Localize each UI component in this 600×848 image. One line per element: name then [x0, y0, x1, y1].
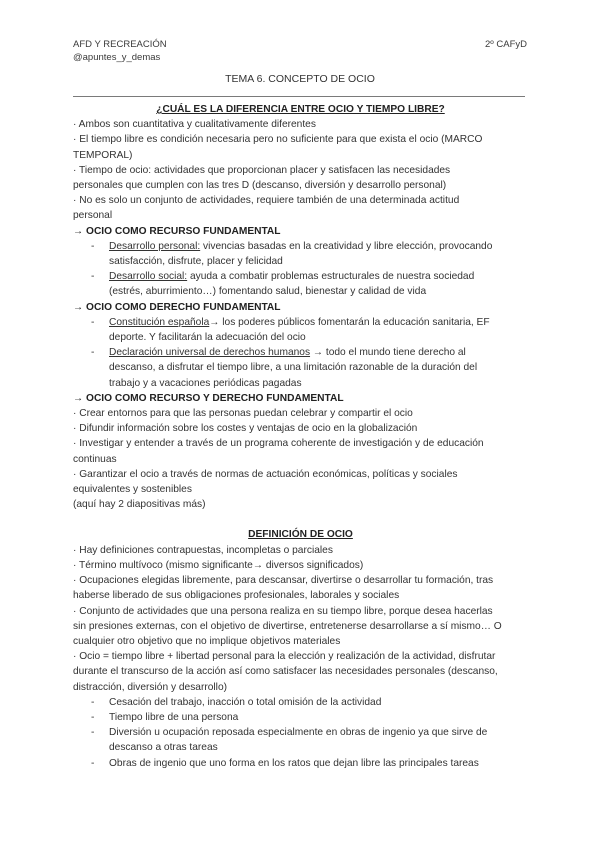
- document-title: TEMA 6. CONCEPTO DE OCIO: [225, 73, 375, 85]
- paragraph-cont: TEMPORAL): [73, 149, 133, 161]
- dash-bullet: -: [91, 711, 95, 723]
- list-item: [73, 695, 528, 710]
- dash-bullet: -: [91, 240, 95, 252]
- subheading-recurso-derecho: → OCIO COMO RECURSO Y DERECHO FUNDAMENTAL: [73, 392, 344, 404]
- item-text: → todo el mundo tiene derecho al: [310, 347, 466, 359]
- dash-bullet: -: [91, 347, 95, 359]
- paragraph: · El tiempo libre es condición necesaria pero no suficiente para que exista el ocio (MARCO: [73, 134, 483, 146]
- item-text: Cesación del trabajo, inacción o total omisión de la actividad: [109, 696, 382, 708]
- list-item: [73, 239, 528, 254]
- document-body: [73, 102, 528, 771]
- note: (aquí hay 2 diapositivas más): [73, 499, 206, 511]
- paragraph-cont: haberse liberado de sus obligaciones profesionales, laborales y sociales: [73, 590, 400, 602]
- paragraph: · Ocio = tiempo libre + libertad personal para la elección y realización de la actividad, disfrutar: [73, 651, 496, 663]
- paragraph-cont: personales que cumplen con las tres D (descanso, diversión y desarrollo personal): [73, 180, 447, 192]
- item-text: ayuda a combatir problemas estructurales de nuestra sociedad: [187, 271, 475, 283]
- dash-bullet: -: [91, 696, 95, 708]
- item-text: Tiempo libre de una persona: [109, 711, 239, 723]
- dash-bullet: -: [91, 316, 95, 328]
- paragraph: · Conjunto de actividades que una persona realiza en su tiempo libre, porque desea hacerlas: [73, 605, 493, 617]
- paragraph: · Ocupaciones elegidas libremente, para descansar, divertirse o desarrollar tu formación, tras: [73, 575, 494, 587]
- course-level: 2º CAFyD: [484, 39, 527, 50]
- paragraph-cont: cualquier otro objetivo que no implique objetivos materiales: [73, 635, 341, 647]
- section-heading-definition: DEFINICIÓN DE OCIO: [248, 529, 353, 541]
- list-item: [73, 756, 528, 771]
- term: Desarrollo personal:: [109, 240, 201, 252]
- paragraph-cont: durante el transcurso de la acción así como satisfacer las necesidades personales (descanso,: [73, 666, 498, 678]
- dash-bullet: -: [91, 271, 95, 283]
- list-item-cont: trabajo y a vacaciones periódicas pagadas: [109, 377, 302, 389]
- item-text: vivencias basadas en la creatividad y libre elección, provocando: [200, 240, 493, 252]
- paragraph: · Investigar y entender a través de un programa coherente de investigación y de educación: [73, 438, 484, 450]
- list-item-cont: deporte. Y facilitarán la adecuación del ocio: [109, 332, 306, 344]
- author-handle: @apuntes_y_demas: [73, 52, 161, 63]
- paragraph-cont: equivalentes y sostenibles: [73, 484, 192, 496]
- paragraph-cont: distracción, diversión y desarrollo): [73, 681, 228, 693]
- list-item: [73, 315, 528, 330]
- paragraph: · Garantizar el ocio a través de normas de actuación económicas, políticas y sociales: [73, 468, 458, 480]
- paragraph: · Término multívoco (mismo significante→ diversos significados): [73, 559, 364, 571]
- item-text: → los poderes públicos fomentarán la educación sanitaria, EF: [209, 316, 490, 328]
- subheading-derecho: → OCIO COMO DERECHO FUNDAMENTAL: [73, 301, 281, 313]
- paragraph: · No es solo un conjunto de actividades, requiere también de una determinada actitud: [73, 195, 460, 207]
- list-item: [73, 725, 528, 740]
- section-gap: [73, 512, 528, 527]
- term: Desarrollo social:: [109, 271, 188, 283]
- paragraph-cont: continuas: [73, 453, 117, 465]
- paragraph: · Hay definiciones contrapuestas, incompletas o parciales: [73, 544, 333, 556]
- list-item: [73, 345, 528, 360]
- document-header-left: [73, 38, 167, 64]
- term: Constitución española: [109, 316, 210, 328]
- paragraph-cont: sin presiones externas, con el objetivo de divertirse, entretenerse desarrollarse a sí mismo… O: [73, 620, 502, 632]
- paragraph: · Ambos son cuantitativa y cualitativamente diferentes: [73, 119, 316, 131]
- subheading-recurso: → OCIO COMO RECURSO FUNDAMENTAL: [73, 225, 281, 237]
- list-item-cont: descanso, a disfrutar el tiempo libre, a una limitación razonable de la duración del: [109, 362, 478, 374]
- course-name: AFD Y RECREACIÓN: [73, 39, 167, 50]
- title-divider: [73, 96, 525, 97]
- term: Declaración universal de derechos humanos: [109, 347, 311, 359]
- paragraph-cont: personal: [73, 210, 113, 222]
- item-text: Obras de ingenio que uno forma en los ratos que dejan libre las principales tareas: [109, 757, 479, 769]
- list-item-cont: (estrés, aburrimiento…) fomentando salud, bienestar y calidad de vida: [109, 286, 427, 298]
- paragraph: · Difundir información sobre los costes y ventajas de ocio en la globalización: [73, 423, 418, 435]
- item-text: Diversión u ocupación reposada especialmente en obras de ingenio ya que sirve de: [109, 727, 488, 739]
- dash-bullet: -: [91, 727, 95, 739]
- list-item: [73, 710, 528, 725]
- section-heading-difference: ¿CUÁL ES LA DIFERENCIA ENTRE OCIO Y TIEMPO LIBRE?: [156, 104, 445, 115]
- paragraph: · Tiempo de ocio: actividades que proporcionan placer y satisfacen las necesidades: [73, 164, 451, 176]
- list-item: [73, 269, 528, 284]
- list-item-cont: satisfacción, disfrute, placer y felicidad: [109, 256, 283, 268]
- list-item-cont: descanso a otras tareas: [109, 742, 218, 754]
- paragraph: · Crear entornos para que las personas puedan celebrar y compartir el ocio: [73, 408, 413, 420]
- dash-bullet: -: [91, 757, 95, 769]
